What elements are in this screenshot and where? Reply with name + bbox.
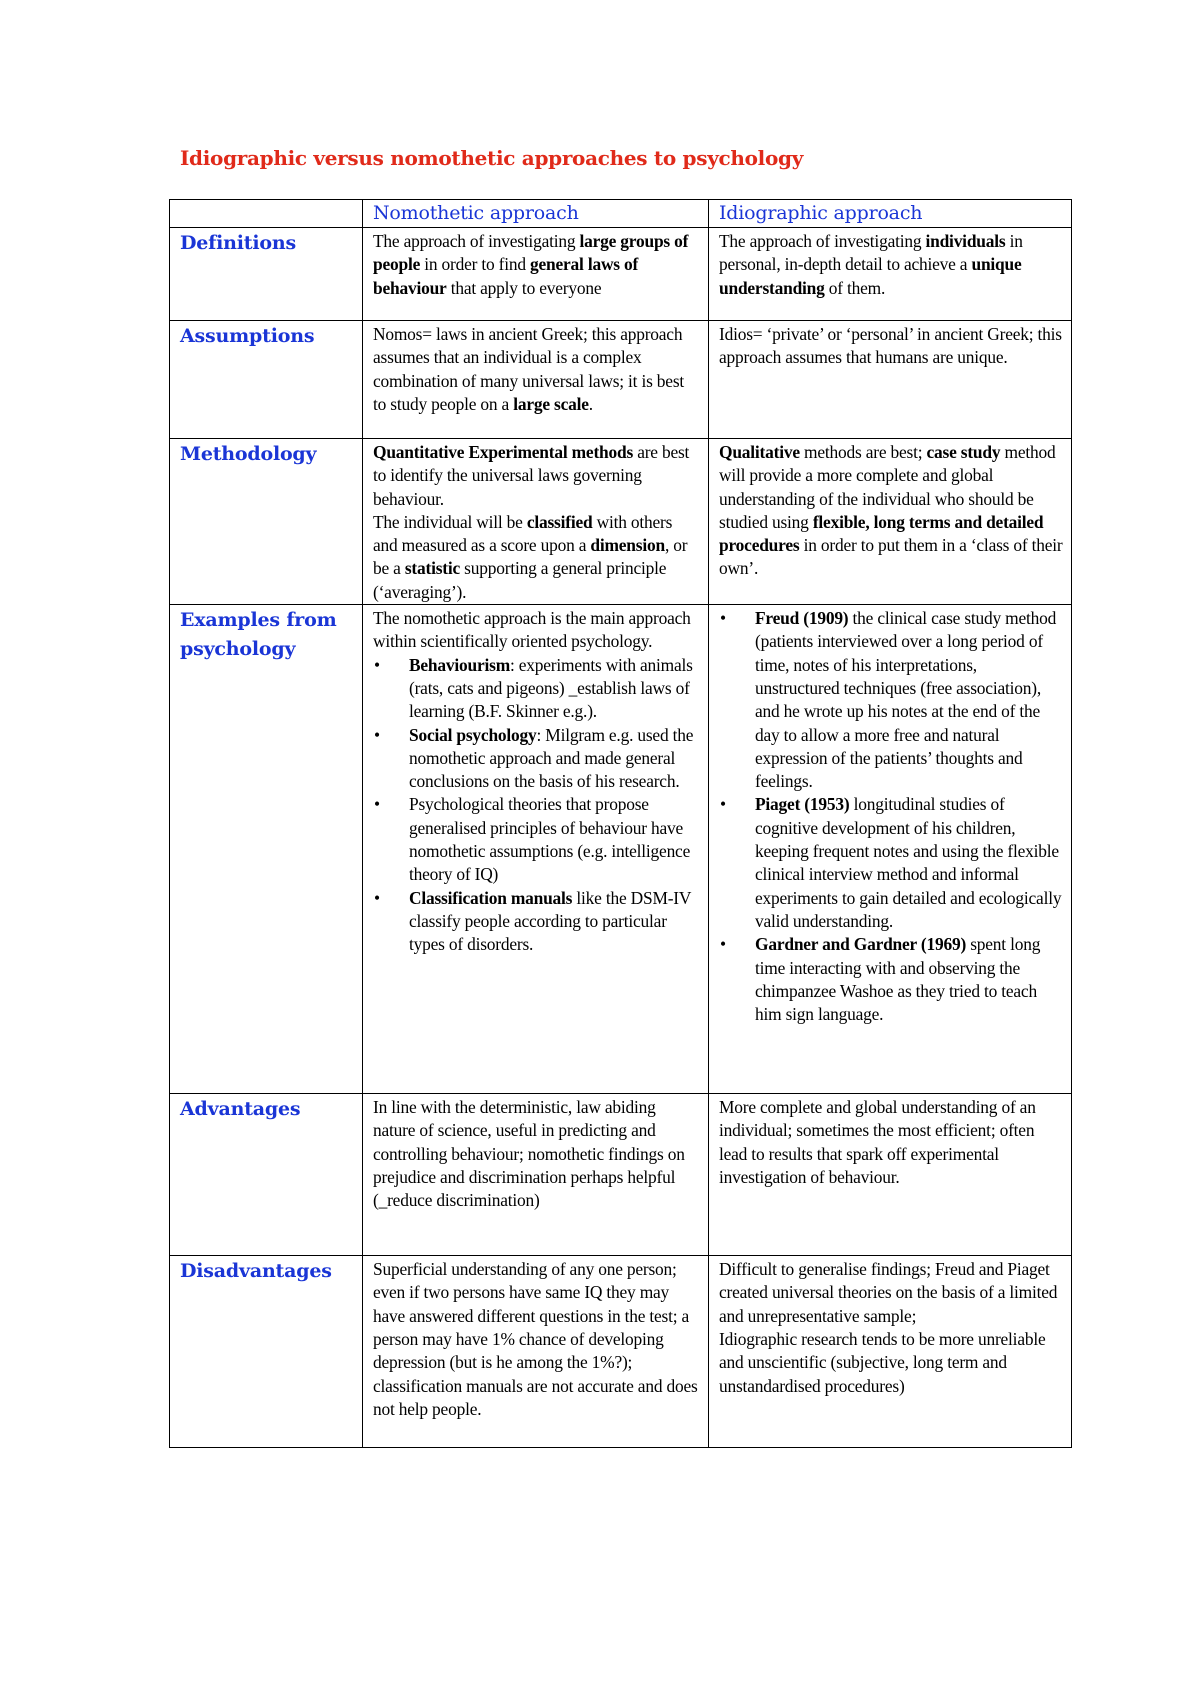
list-item: • Gardner and Gardner (1969) spent long time interacting with and observing the chimpanzee Washoe as they tried to teach him sign language.: [755, 933, 1063, 1026]
examples-idiographic-list: [719, 607, 1063, 1026]
cell-examples-idiographic: [709, 605, 1072, 1094]
cell-methodology-nomothetic: Quantitative Experimental methods are best to identify the universal laws governing behaviour. The individual will be classified with others and measured as a score upon a dimension, or be a statistic supporting a general principle (‘averaging’).: [363, 439, 709, 605]
table-row-advantages: [170, 1094, 1072, 1256]
list-item: • Behaviourism: experiments with animals (rats, cats and pigeons) _establish laws of learning (B.F. Skinner e.g.).: [409, 654, 700, 724]
table-row-examples: [170, 605, 1072, 1094]
list-item: • Social psychology: Milgram e.g. used the nomothetic approach and made general conclusions on the basis of his research.: [409, 724, 700, 794]
cell-definitions-nomothetic: The approach of investigating large groups of people in order to find general laws of behaviour that apply to everyone: [363, 228, 709, 321]
comparison-table: [169, 199, 1072, 1448]
list-item: • Psychological theories that propose generalised principles of behaviour have nomothetic assumptions (e.g. intelligence theory of IQ): [409, 793, 700, 886]
row-label-assumptions: Assumptions: [170, 321, 363, 439]
examples-nomothetic-intro: The nomothetic approach is the main approach within scientifically oriented psychology.: [373, 608, 691, 652]
table-header-row: [170, 200, 1072, 228]
header-nomothetic: Nomothetic approach: [363, 200, 709, 228]
table-row-disadvantages: [170, 1256, 1072, 1448]
table-row-definitions: [170, 228, 1072, 321]
row-label-advantages: Advantages: [170, 1094, 363, 1256]
cell-assumptions-nomothetic: Nomos= laws in ancient Greek; this approach assumes that an individual is a complex combination of many universal laws; it is best to study people on a large scale.: [363, 321, 709, 439]
cell-assumptions-idiographic: Idios= ‘private’ or ‘personal’ in ancient Greek; this approach assumes that humans are unique.: [709, 321, 1072, 439]
row-label-examples: Examples from psychology: [170, 605, 363, 1094]
examples-nomothetic-list: [373, 654, 700, 957]
cell-advantages-idiographic: More complete and global understanding of an individual; sometimes the most efficient; often lead to results that spark off experimental investigation of behaviour.: [709, 1094, 1072, 1256]
list-item: • Piaget (1953) longitudinal studies of cognitive development of his children, keeping frequent notes and using the flexible clinical interview method and informal experiments to gain detailed and ecologically valid understanding.: [755, 793, 1063, 933]
cell-definitions-idiographic: The approach of investigating individuals in personal, in-depth detail to achieve a unique understanding of them.: [709, 228, 1072, 321]
cell-examples-nomothetic: [363, 605, 709, 1094]
header-empty-cell: [170, 200, 363, 228]
cell-advantages-nomothetic: In line with the deterministic, law abiding nature of science, useful in predicting and controlling behaviour; nomothetic findings on prejudice and discrimination perhaps helpful (_reduce discrimination): [363, 1094, 709, 1256]
cell-disadvantages-nomothetic: Superficial understanding of any one person; even if two persons have same IQ they may have answered different questions in the test; a person may have 1% chance of developing depression (but is he among the 1%?); classification manuals are not accurate and does not help people.: [363, 1256, 709, 1448]
table-row-assumptions: [170, 321, 1072, 439]
list-item: • Classification manuals like the DSM-IV classify people according to particular types of disorders.: [409, 887, 700, 957]
table-row-methodology: [170, 439, 1072, 605]
header-idiographic: Idiographic approach: [709, 200, 1072, 228]
row-label-methodology: Methodology: [170, 439, 363, 605]
row-label-definitions: Definitions: [170, 228, 363, 321]
row-label-disadvantages: Disadvantages: [170, 1256, 363, 1448]
list-item: • Freud (1909) the clinical case study method (patients interviewed over a long period of time, notes of his interpretations, unstructured techniques (free association), and he wrote up his notes at the end of the day to allow a more free and natural expression of the patients’ thoughts and feelings.: [755, 607, 1063, 793]
cell-methodology-idiographic: Qualitative methods are best; case study method will provide a more complete and global understanding of the individual who should be studied using flexible, long terms and detailed procedures in order to put them in a ‘class of their own’.: [709, 439, 1072, 605]
page-title: Idiographic versus nomothetic approaches to psychology: [180, 146, 804, 170]
cell-disadvantages-idiographic: Difficult to generalise findings; Freud and Piaget created universal theories on the basis of a limited and unrepresentative sample; Idiographic research tends to be more unreliable and unscientific (subjective, long term and unstandardised procedures): [709, 1256, 1072, 1448]
